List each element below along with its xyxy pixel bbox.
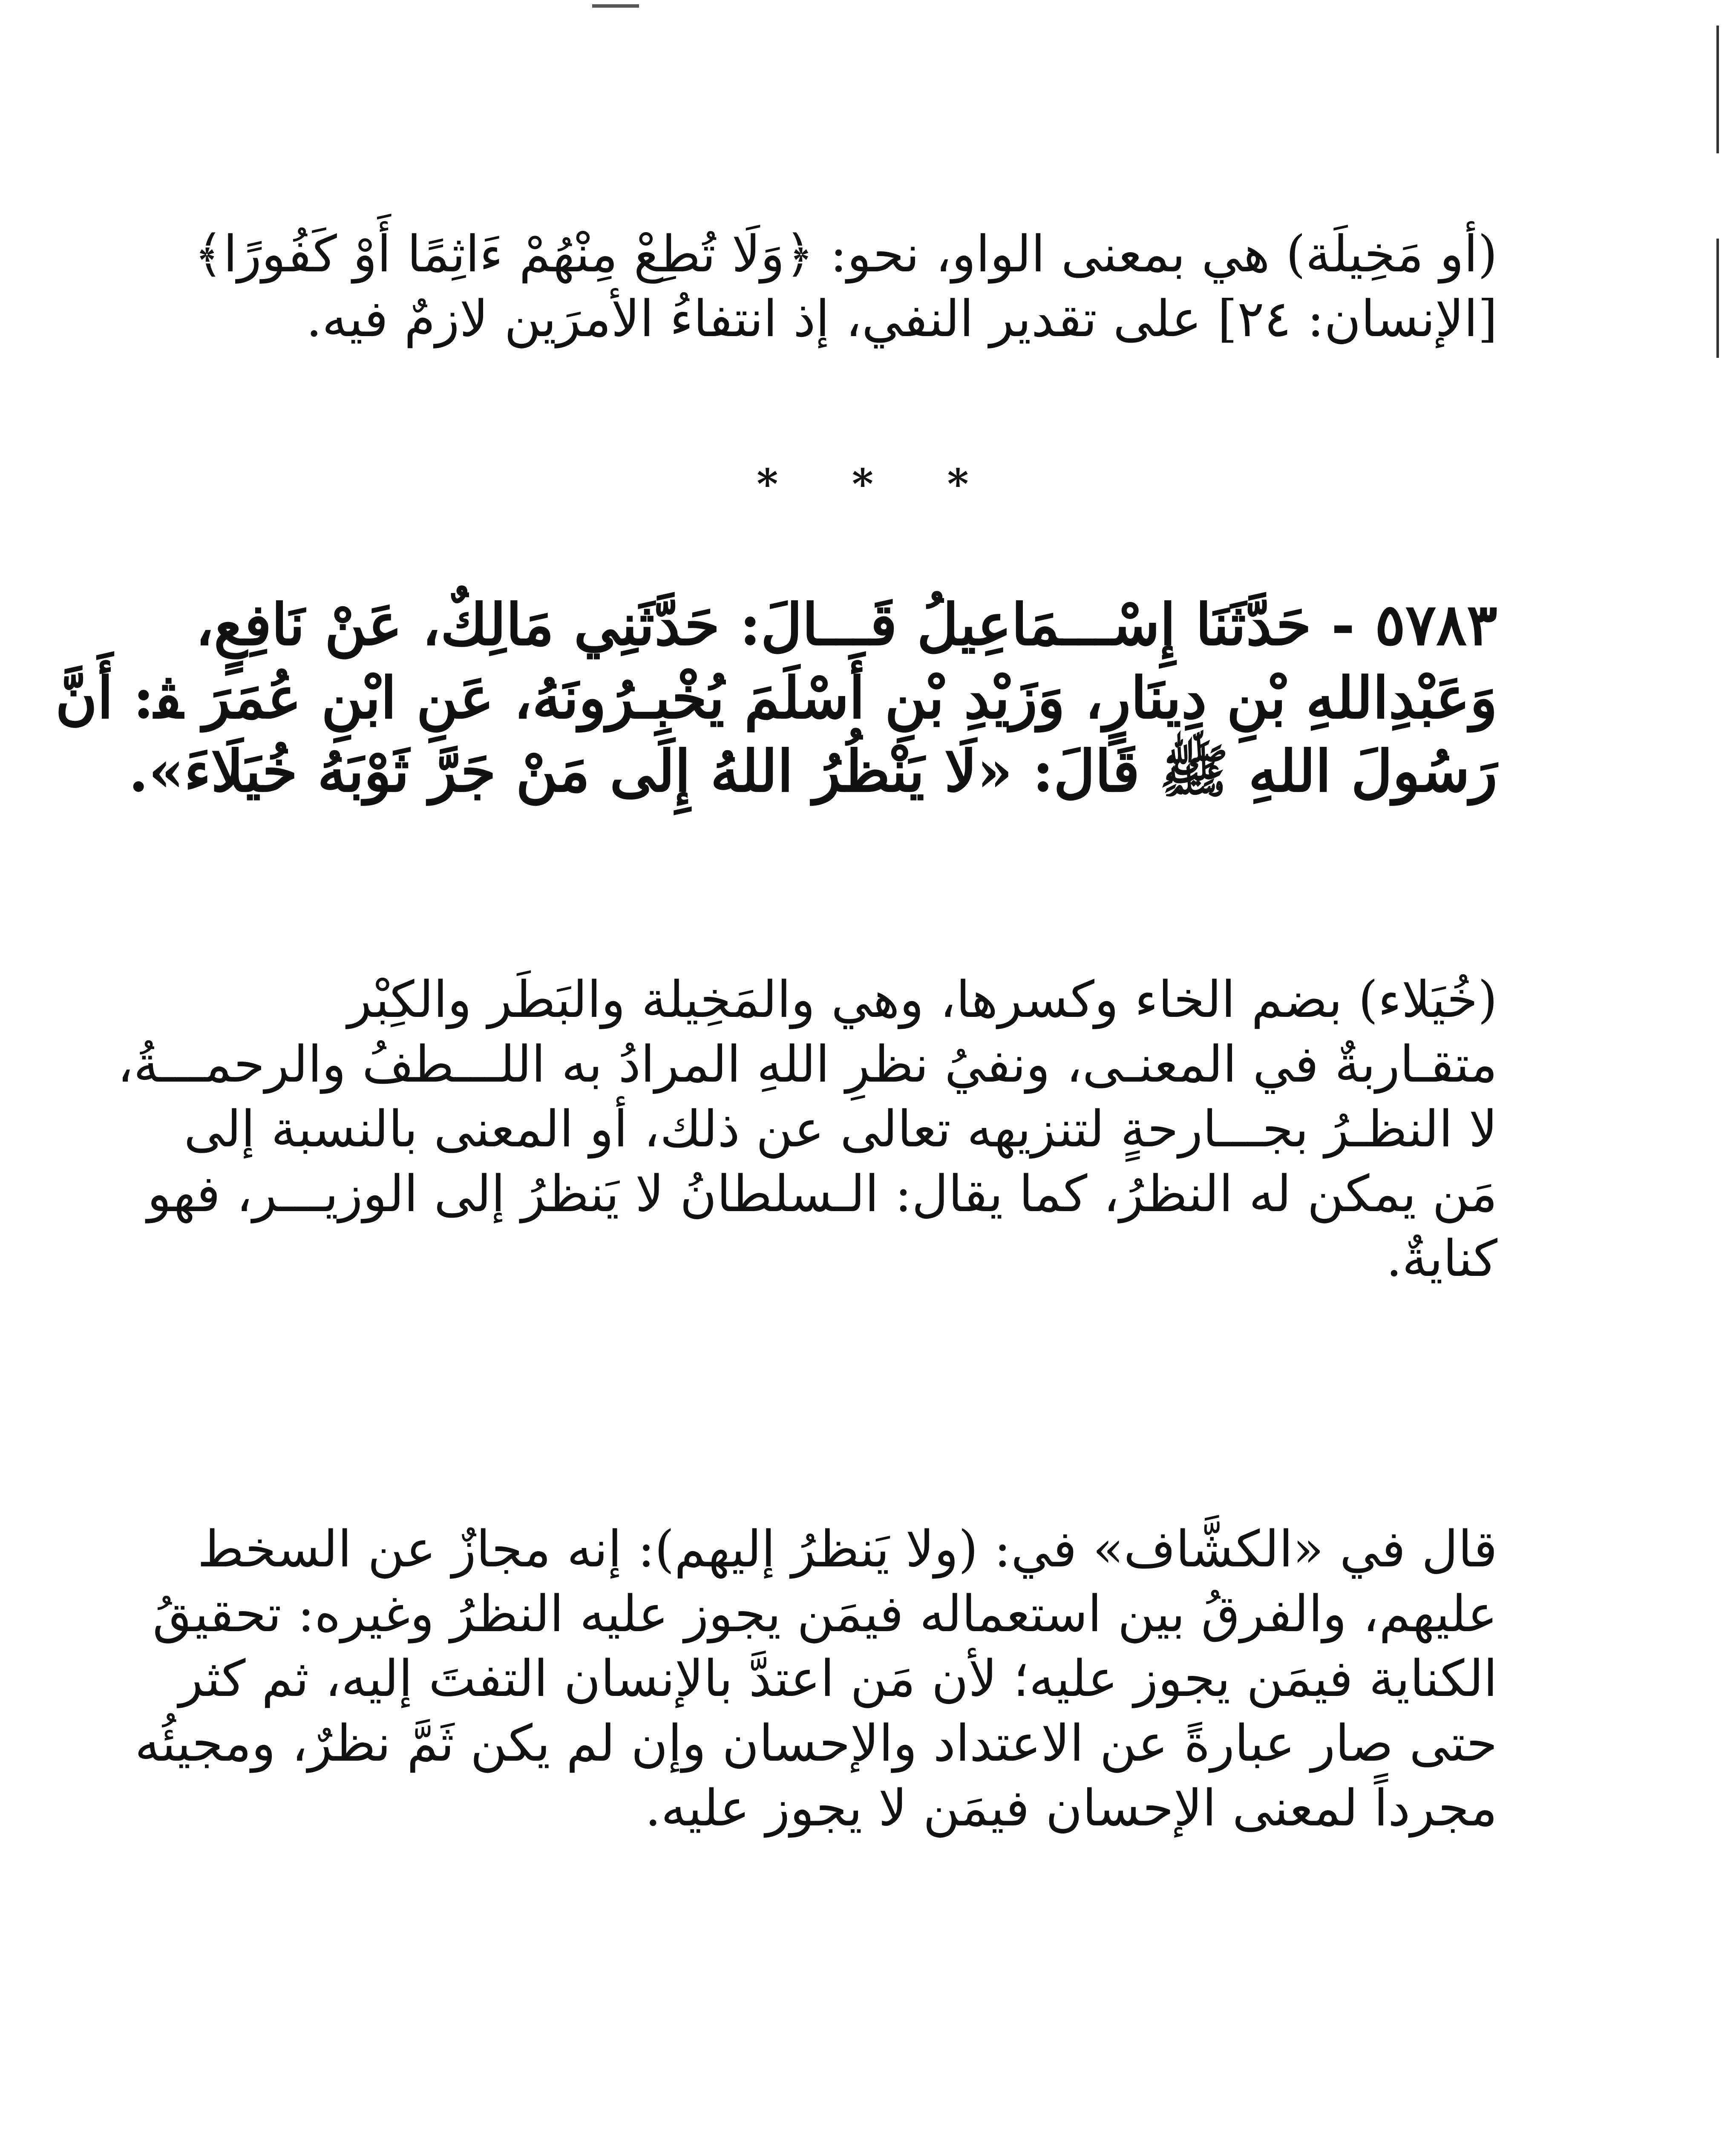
hadith-line: وَعَبْدِاللهِ بْنِ دِينَارٍ، وَزَيْدِ بْنِ أَسْلَمَ يُخْبِـرُونَهُ، عَنِ ابْنِ عُمَرَ ﭭ: أَنَّ xyxy=(55,664,1497,731)
separator-stars-top: * * * xyxy=(757,460,999,508)
commentary-line: لا النظـرُ بجـــارحةٍ لتنزيهه تعالى عن ذلك، أو المعنى بالنسبة إلى xyxy=(184,1100,1497,1158)
hadith-line: ٥٧٨٣ - حَدَّثَنَا إِسْـــمَاعِيلُ قَـــالَ: حَدَّثَنِي مَالِكٌ، عَنْ نَافِعٍ، xyxy=(195,591,1497,658)
hadith-paragraph xyxy=(55,588,1497,808)
commentary-line: (خُيَلاء) بضم الخاء وكسرها، وهي والمَخِيلة والبَطَر والكِبْر xyxy=(347,970,1497,1029)
kashshaf-line: قال في «الكشَّاف» في: (ولا يَنظرُ إليهم): إنه مجازٌ عن السخط xyxy=(197,1520,1497,1578)
commentary-paragraph xyxy=(117,967,1497,1291)
kashshaf-line: حتى صار عبارةً عن الاعتداد والإحسان وإن لم يكن ثَمَّ نظرٌ، ومجيئُه xyxy=(135,1714,1497,1773)
kashshaf-paragraph xyxy=(135,1517,1497,1840)
commentary-line: متقـاربةٌ في المعنـى، ونفيُ نظرِ اللهِ المرادُ به اللـــطفُ والرحمـــةُ، xyxy=(117,1035,1497,1094)
top-rule xyxy=(592,4,639,8)
note-line: [الإنسان: ٢٤] على تقدير النفي، إذ انتفاءُ الأمرَين لازمٌ فيه. xyxy=(306,289,1497,348)
edge-mark-middle xyxy=(1716,239,1719,358)
note-paragraph xyxy=(194,222,1497,351)
commentary-line: كنايةٌ. xyxy=(1386,1229,1497,1288)
kashshaf-line: مجرداً لمعنى الإحسان فيمَن لا يجوز عليه. xyxy=(645,1779,1497,1837)
hadith-line: رَسُولَ اللهِ ﷺ قَالَ: «لَا يَنْظُرُ اللهُ إِلَى مَنْ جَرَّ ثَوْبَهُ خُيَلَاءَ». xyxy=(128,737,1497,805)
note-line: (أو مَخِيلَة) هي بمعنى الواو، نحو: ﴿وَلَا تُطِعْ مِنْهُمْ ءَاثِمًا أَوْ كَفُورًا﴾ xyxy=(194,225,1497,283)
edge-mark-top xyxy=(1716,26,1719,153)
kashshaf-line: الكناية فيمَن يجوز عليه؛ لأن مَن اعتدَّ بالإنسان التفتَ إليه، ثم كثر xyxy=(178,1649,1497,1708)
kashshaf-line: عليهم، والفرقُ بين استعماله فيمَن يجوز عليه النظرُ وغيره: تحقيقُ xyxy=(153,1584,1497,1643)
commentary-line: مَن يمكن له النظرُ، كما يقال: الـسلطانُ لا يَنظرُ إلى الوزيـــر، فهو xyxy=(147,1164,1497,1223)
